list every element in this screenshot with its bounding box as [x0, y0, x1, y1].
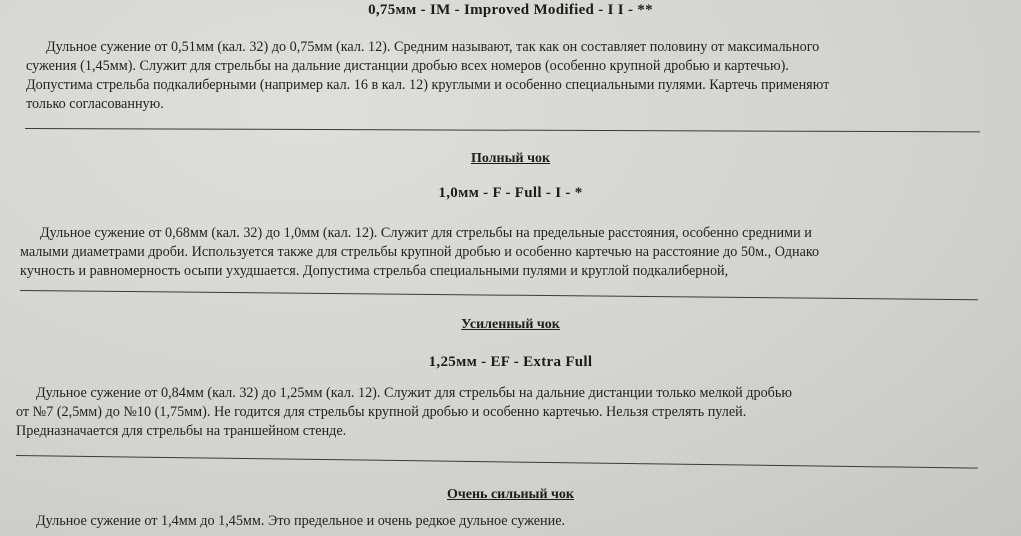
- paragraph-line: Дульное сужение от 1,4мм до 1,45мм. Это предельное и очень редкое дульное сужение.: [36, 513, 566, 529]
- choke-spec-full: 1,0мм - F - Full - I - *: [438, 185, 583, 201]
- paragraph-line: Допустима стрельба подкалиберными (например кал. 16 в кал. 12) круглыми и особенно специальными пулями. Картечь применяют: [26, 77, 830, 93]
- choke-spec-extra-full: 1,25мм - EF - Extra Full: [428, 354, 593, 370]
- paragraph-full: [20, 224, 819, 281]
- paragraph-very-strong: [16, 512, 565, 531]
- heading-very-strong-choke: Очень сильный чок: [446, 487, 575, 502]
- paragraph-line: сужения (1,45мм). Служит для стрельбы на дальние дистанции дробью всех номеров (особенно крупной дробью и картечью).: [26, 58, 789, 74]
- divider-line: [16, 455, 978, 469]
- paragraph-line: Дульное сужение от 0,84мм (кал. 32) до 1,25мм (кал. 12). Служит для стрельбы на дальние дистанции только мелкой дробью: [36, 385, 792, 401]
- paragraph-extra-full: [16, 384, 792, 441]
- paragraph-line: Дульное сужение от 0,68мм (кал. 32) до 1,0мм (кал. 12). Служит для стрельбы на предельные расстояния, особенно средними и: [40, 225, 812, 241]
- choke-spec-im: 0,75мм - IM - Improved Modified - I I - **: [368, 2, 653, 18]
- paragraph-line: Дульное сужение от 0,51мм (кал. 32) до 0,75мм (кал. 12). Средним называют, так как он составляет половину от максимального: [46, 39, 820, 55]
- paragraph-line: малыми диаметрами дроби. Используется также для стрельбы крупной дробью и особенно картечью на расстояние до 50м., Однако: [20, 244, 820, 260]
- heading-extra-full-choke: Усиленный чок: [461, 317, 560, 332]
- divider-line: [20, 290, 978, 300]
- paragraph-line: Предназначается для стрельбы на траншейном стенде.: [16, 423, 347, 439]
- divider-line: [25, 128, 980, 132]
- paragraph-line: только согласованную.: [26, 96, 164, 112]
- heading-full-choke: Полный чок: [470, 151, 551, 166]
- paragraph-line: от №7 (2,5мм) до №10 (1,75мм). Не годится для стрельбы крупной дробью и особенно картечью. Нельзя стрелять пулей.: [16, 404, 747, 420]
- paragraph-im: [26, 38, 829, 114]
- paragraph-line: кучность и равномерность осыпи ухудшается. Допустима стрельба специальными пулями и круглой подкалиберной,: [20, 263, 729, 279]
